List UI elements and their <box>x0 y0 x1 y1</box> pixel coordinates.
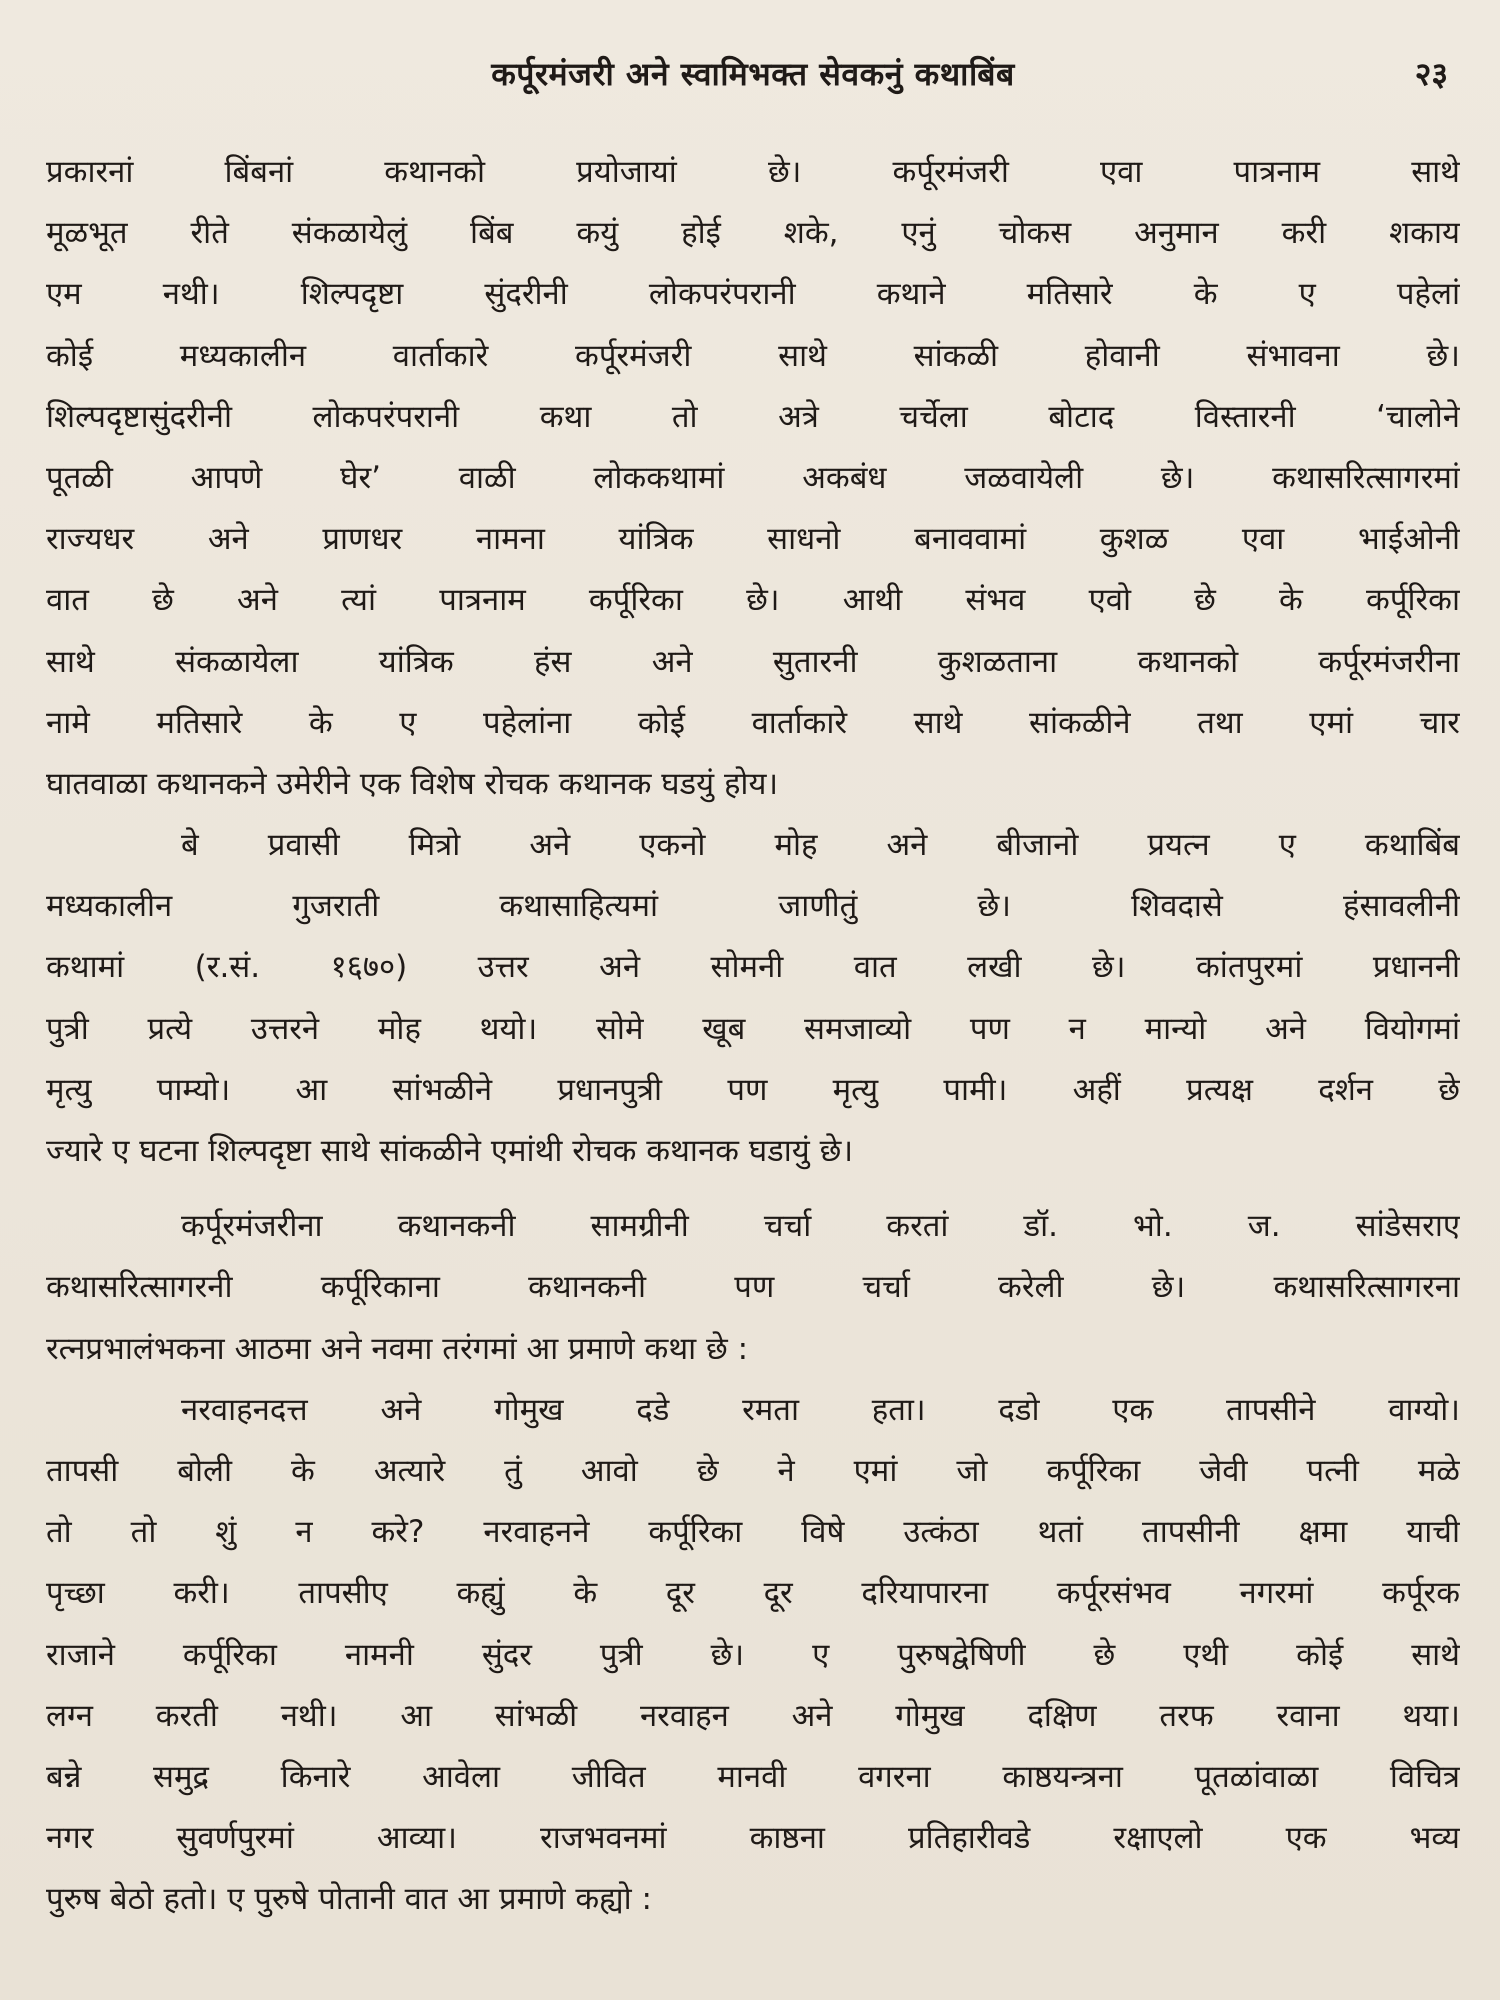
paragraph <box>46 1196 1460 1380</box>
text-line: पृच्छा करी। तापसीए कह्युं के दूर दूर दरियापारना कर्पूरसंभव नगरमां कर्पूरक <box>46 1575 1460 1612</box>
text-line: लग्न करती नथी। आ सांभळी नरवाहन अने गोमुख दक्षिण तरफ रवाना थया। <box>46 1697 1460 1734</box>
text-line: मृत्यु पाम्यो। आ सांभळीने प्रधानपुत्री पण मृत्यु पामी। अहीं प्रत्यक्ष दर्शन छे <box>46 1071 1460 1108</box>
text-line: तापसी बोली के अत्यारे तुं आवो छे ने एमां जो कर्पूरिका जेवी पत्नी मळे <box>46 1452 1460 1489</box>
body-text <box>46 142 1460 1930</box>
text-line: बे प्रवासी मित्रो अने एकनो मोह अने बीजानो प्रयत्न ए कथाबिंब <box>181 827 1460 864</box>
text-line: कथामां (र.सं. १६७०) उत्तर अने सोमनी वात लखी छे। कांतपुरमां प्रधाननी <box>46 949 1460 986</box>
text-line: एम नथी। शिल्पदृष्टा सुंदरीनी लोकपरंपरानी कथाने मतिसारे के ए पहेलां <box>46 276 1460 313</box>
text-line: रत्नप्रभालंभकना आठमा अने नवमा तरंगमां आ प्रमाणे कथा छे : <box>46 1330 749 1367</box>
text-line: ज्यारे ए घटना शिल्पदृष्टा साथे सांकळीने एमांथी रोचक कथानक घडायुं छे। <box>46 1133 854 1169</box>
text-line: पूतळी आपणे घेर’ वाळी लोककथामां अकबंध जळवायेली छे। कथासरित्सागरमां <box>46 459 1460 496</box>
text-line: वात छे अने त्यां पात्रनाम कर्पूरिका छे। आथी संभव एवो छे के कर्पूरिका <box>46 582 1460 619</box>
text-line: नगर सुवर्णपुरमां आव्या। राजभवनमां काष्ठना प्रतिहारीवडे रक्षाएलो एक भव्य <box>46 1820 1460 1857</box>
text-line: कर्पूरमंजरीना कथानकनी सामग्रीनी चर्चा करतां डॉ. भो. ज. सांडेसराए <box>181 1208 1460 1245</box>
text-line: पुत्री प्रत्ये उत्तरने मोह थयो। सोमे खूब समजाव्यो पण न मान्यो अने वियोगमां <box>46 1010 1460 1047</box>
page-number: २३ <box>1414 55 1448 93</box>
text-line: राजाने कर्पूरिका नामनी सुंदर पुत्री छे। ए पुरुषद्वेषिणी छे एथी कोई साथे <box>46 1636 1460 1673</box>
paragraph-gap <box>46 1182 1460 1196</box>
text-line: बन्ने समुद्र किनारे आवेला जीवित मानवी वगरना काष्ठयन्त्रना पूतळांवाळा विचित्र <box>46 1758 1460 1795</box>
text-line: नरवाहनदत्त अने गोमुख दडे रमता हता। दडो एक तापसीने वाग्यो। <box>181 1391 1460 1428</box>
text-line: शिल्पदृष्टासुंदरीनी लोकपरंपरानी कथा तो अत्रे चर्चेला बोटाद विस्तारनी ‘चालोने <box>46 398 1460 435</box>
text-line: घातवाळा कथानकने उमेरीने एक विशेष रोचक कथानक घडयुं होय। <box>46 765 779 802</box>
text-line: मध्यकालीन गुजराती कथासाहित्यमां जाणीतुं छे। शिवदासे हंसावलीनी <box>46 888 1460 925</box>
paragraph <box>46 815 1460 1182</box>
text-line: मूळभूत रीते संकळायेलुं बिंब कयुं होई शके, एनुं चोकस अनुमान करी शकाय <box>46 215 1460 252</box>
text-line: साथे संकळायेला यांत्रिक हंस अने सुतारनी कुशळताना कथानको कर्पूरमंजरीना <box>46 643 1460 680</box>
text-line: पुरुष बेठो हतो। ए पुरुषे पोतानी वात आ प्रमाणे कह्यो : <box>46 1881 652 1918</box>
text-line: कथासरित्सागरनी कर्पूरिकाना कथानकनी पण चर्चा करेली छे। कथासरित्सागरना <box>46 1269 1460 1306</box>
text-line: नामे मतिसारे के ए पहेलांना कोई वार्ताकारे साथे सांकळीने तथा एमां चार <box>46 704 1460 741</box>
running-title: कर्पूरमंजरी अने स्वामिभक्त सेवकनुं कथाबिंब <box>491 55 1015 93</box>
text-line: तो तो शुं न करे? नरवाहनने कर्पूरिका विषे उत्कंठा थतां तापसीनी क्षमा याची <box>46 1514 1460 1551</box>
text-line: प्रकारनां बिंबनां कथानको प्रयोजायां छे। कर्पूरमंजरी एवा पात्रनाम साथे <box>46 154 1460 190</box>
paragraph <box>46 1380 1460 1931</box>
text-line: कोई मध्यकालीन वार्ताकारे कर्पूरमंजरी साथे सांकळी होवानी संभावना छे। <box>46 337 1460 374</box>
running-header <box>46 52 1460 102</box>
paragraph <box>46 142 1460 815</box>
text-line: राज्यधर अने प्राणधर नामना यांत्रिक साधनो बनाववामां कुशळ एवा भाईओनी <box>46 521 1460 558</box>
